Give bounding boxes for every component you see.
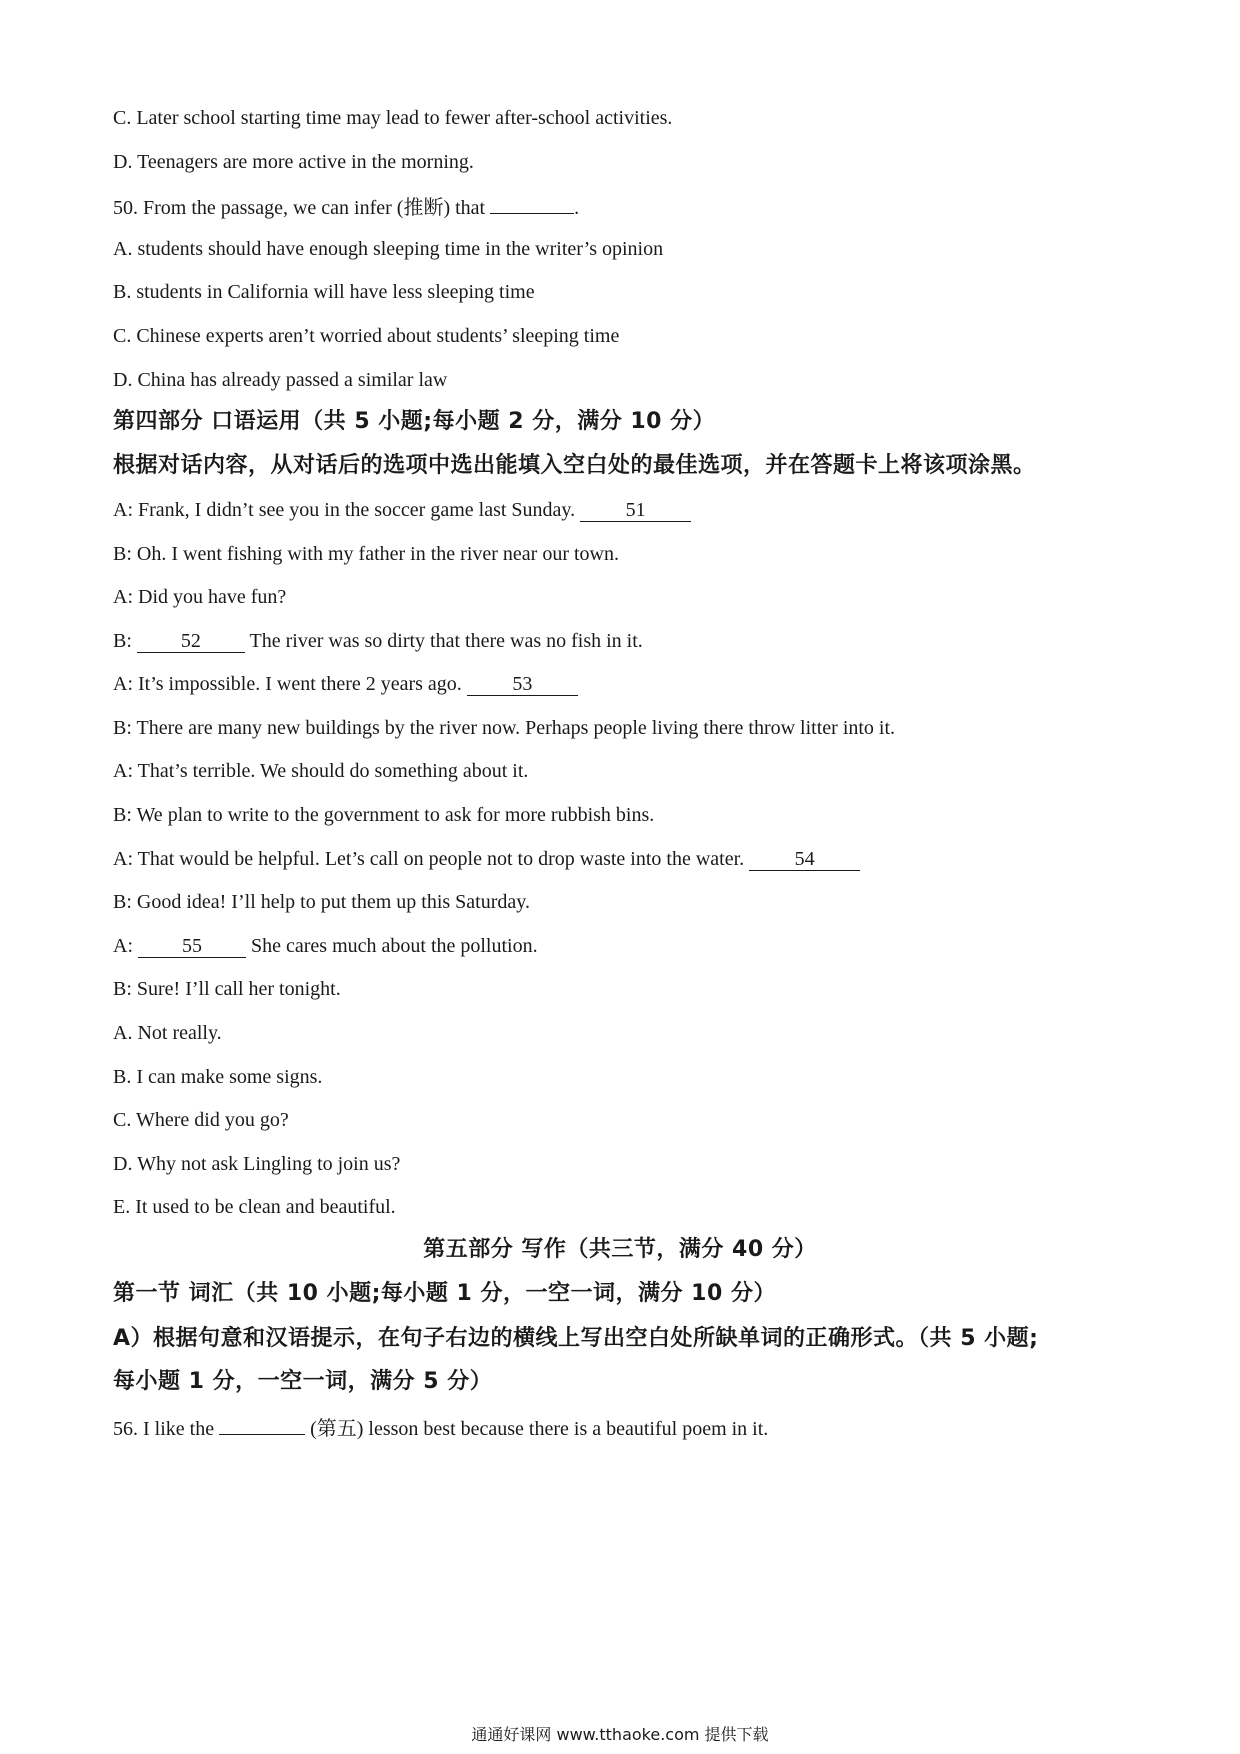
dialogue-line-9 (113, 847, 860, 871)
dialogue-line-2: B: Oh. I went fishing with my father in the river near our town. (113, 543, 619, 565)
q50-option-b: B. students in California will have less sleeping time (113, 281, 535, 303)
dialogue-option-d: D. Why not ask Lingling to join us? (113, 1153, 401, 1175)
dialogue-line-9-text: A: That would be helpful. Let’s call on people not to drop waste into the water. (113, 848, 750, 870)
blank-52: 52 (137, 630, 245, 653)
q56-text-end: (第五) lesson best because there is a beautiful poem in it. (305, 1418, 769, 1440)
q50-option-a: A. students should have enough sleeping time in the writer’s opinion (113, 238, 664, 260)
dialogue-line-11 (113, 934, 538, 958)
dialogue-line-11-speaker: A: (113, 935, 138, 957)
dialogue-line-5-text: A: It’s impossible. I went there 2 years ago. (113, 673, 467, 695)
section1-heading: 第一节 词汇（共 10 小题;每小题 1 分，一空一词，满分 10 分） (113, 1281, 776, 1306)
part4-instruction: 根据对话内容，从对话后的选项中选出能填入空白处的最佳选项，并在答题卡上将该项涂黑。 (113, 453, 1036, 478)
footer-source: 通通好课网 www.tthaoke.com 提供下载 (471, 1725, 769, 1744)
q56 (113, 1414, 768, 1441)
blank-55: 55 (138, 935, 246, 958)
blank-51: 51 (580, 499, 691, 522)
q50-stem (113, 193, 579, 220)
q56-text-start: 56. I like the (113, 1418, 220, 1440)
dialogue-line-7: A: That’s terrible. We should do something about it. (113, 760, 529, 782)
subsection-a-instruction-line-2: 每小题 1 分，一空一词，满分 5 分） (113, 1369, 493, 1394)
dialogue-line-4 (113, 629, 643, 653)
part4-heading: 第四部分 口语运用（共 5 小题;每小题 2 分，满分 10 分） (113, 409, 716, 434)
dialogue-line-11-text: She cares much about the pollution. (246, 935, 538, 957)
q56-answer-blank (219, 1414, 305, 1435)
q50-option-d: D. China has already passed a similar law (113, 369, 448, 391)
dialogue-option-a: A. Not really. (113, 1022, 222, 1044)
q50-answer-blank (490, 193, 574, 214)
dialogue-line-6: B: There are many new buildings by the river now. Perhaps people living there throw litter into it. (113, 717, 896, 739)
dialogue-line-8: B: We plan to write to the government to ask for more rubbish bins. (113, 804, 655, 826)
dialogue-option-b: B. I can make some signs. (113, 1066, 323, 1088)
dialogue-line-4-speaker: B: (113, 630, 137, 652)
dialogue-line-12: B: Sure! I’ll call her tonight. (113, 978, 341, 1000)
blank-53: 53 (467, 673, 578, 696)
dialogue-line-1-text: A: Frank, I didn’t see you in the soccer game last Sunday. (113, 499, 581, 521)
dialogue-option-c: C. Where did you go? (113, 1109, 289, 1131)
subsection-a-instruction-line-1: A）根据句意和汉语提示，在句子右边的横线上写出空白处所缺单词的正确形式。（共 5 小题; (113, 1326, 1039, 1351)
dialogue-line-3: A: Did you have fun? (113, 586, 287, 608)
q50-stem-text: 50. From the passage, we can infer (推断) that (113, 197, 491, 219)
dialogue-line-5 (113, 672, 578, 696)
q50-option-c: C. Chinese experts aren’t worried about students’ sleeping time (113, 325, 620, 347)
dialogue-line-4-text: The river was so dirty that there was no fish in it. (244, 630, 643, 652)
q49-option-c: C. Later school starting time may lead to fewer after-school activities. (113, 107, 673, 129)
dialogue-line-10: B: Good idea! I’ll help to put them up this Saturday. (113, 891, 530, 913)
dialogue-option-e: E. It used to be clean and beautiful. (113, 1196, 396, 1218)
q49-option-d: D. Teenagers are more active in the morning. (113, 151, 474, 173)
q50-stem-end: . (574, 197, 580, 219)
part5-heading: 第五部分 写作（共三节，满分 40 分） (423, 1237, 817, 1262)
dialogue-line-1 (113, 498, 691, 522)
blank-54: 54 (749, 848, 860, 871)
